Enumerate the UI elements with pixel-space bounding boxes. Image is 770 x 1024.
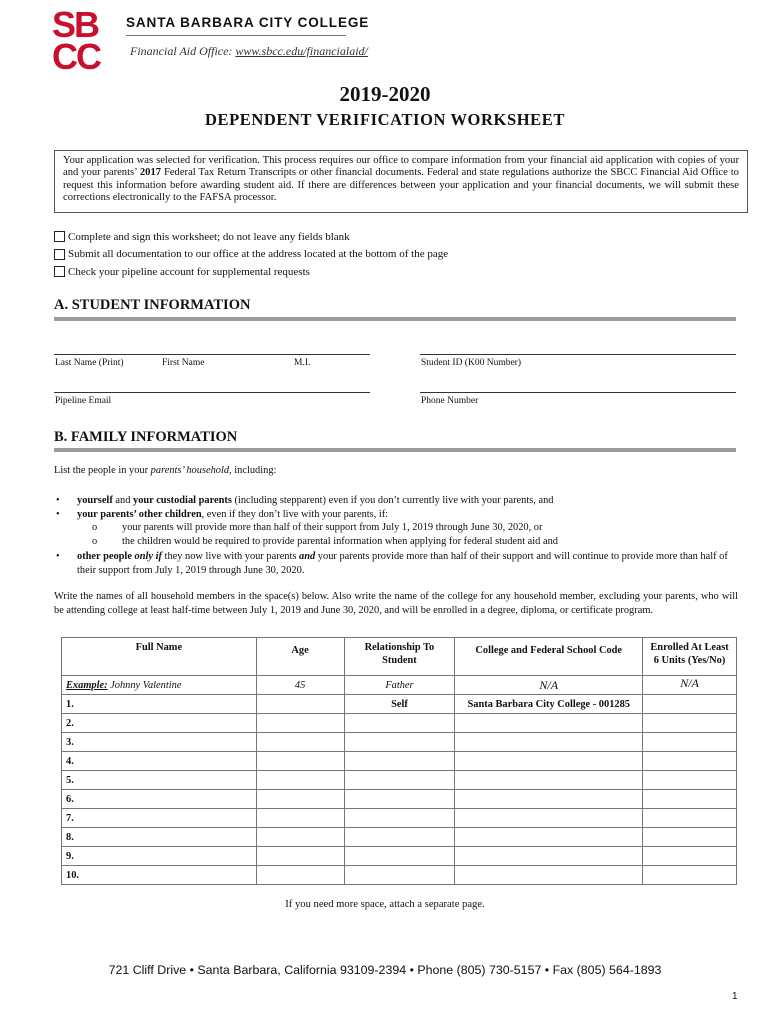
logo-line-2: CC [52,36,100,77]
example-relationship: Father [344,676,455,695]
bullet3-bold: other people [77,551,135,563]
age-cell[interactable] [256,752,344,771]
bullet-item [54,550,744,577]
relationship-cell[interactable] [344,847,455,866]
bullet1-bold2: your custodial parents [133,495,232,506]
bullet1-bold: yourself [77,495,113,506]
table-row [62,714,737,733]
bullet-marker: • [56,551,60,563]
household-bullets [54,494,744,578]
extra-space-note: If you need more space, attach a separate page. [285,899,485,910]
relationship-cell[interactable] [344,714,455,733]
example-label: Example: [66,679,108,691]
row-number: 9. [62,847,257,866]
sub-bullet-marker: o [92,522,98,534]
header-enrolled-l2: 6 Units (Yes/No) [653,655,726,666]
enrolled-cell[interactable] [643,733,737,752]
bullet1-mid: and [112,495,133,506]
table-row [62,771,737,790]
checklist-label: Submit all documentation to our office at the address located at the bottom of the page [68,248,449,261]
age-cell[interactable] [256,714,344,733]
header-full-name: Full Name [62,638,257,676]
household-intro [54,464,738,478]
intro-box [54,150,748,213]
sub-bullet-marker: o [92,535,98,547]
table-row [62,695,737,714]
relationship-cell[interactable] [344,771,455,790]
bullet1-rest: (including stepparent) even if you don’t currently live with your parents, and [231,495,554,506]
relationship-cell[interactable] [344,866,455,885]
award-year: 2019-2020 [339,82,431,106]
sub-bullet-item [54,535,744,549]
table-row [62,809,737,828]
table-row [62,847,737,866]
intro-text-1: Your application was selected for verification. This process requires our office to compare information from your financial aid application with copies of your and your parents’ [63,155,739,179]
header-relationship-l2: Student [382,655,417,666]
sbcc-logo [52,4,120,77]
intro-tax-year: 2017 [139,167,162,179]
age-cell[interactable] [256,847,344,866]
enrolled-cell[interactable] [643,828,737,847]
age-cell[interactable] [256,733,344,752]
bullet-marker: • [56,508,60,520]
checklist-label: Check your pipeline account for supplemental requests [68,265,310,278]
student-id-label: Student ID (K00 Number) [421,358,521,368]
table-row [62,733,737,752]
first-name-label: First Name [162,358,205,368]
example-age: 45 [256,676,344,695]
enrolled-cell[interactable] [643,771,737,790]
relationship-cell[interactable] [344,752,455,771]
enrolled-cell[interactable] [643,847,737,866]
row-number: 1. [62,695,257,714]
enrolled-cell[interactable] [643,695,737,714]
header-enrolled-l1: Enrolled At Least [650,642,729,653]
college-cell[interactable] [455,828,643,847]
age-cell[interactable] [256,809,344,828]
bullet3-rest: your parents provide more than half of their support and will continue to provide more than half of their support from July 1, 2019 through June 30, 2020. [77,551,728,576]
age-cell[interactable] [256,695,344,714]
table-row [62,752,737,771]
page-number: 1 [732,991,738,1002]
intro-text-2: Federal Tax Return Transcripts or other financial documents. Federal and state regulations authorize the SBCC Financial Aid Office to request this information before awarding student aid. If there are differences between your application and your financial documents, we will submit these corrections electronically to the FAFSA processor. [63,167,739,204]
college-cell[interactable] [455,847,643,866]
checklist-item [54,263,448,281]
checkbox[interactable] [54,249,65,260]
header-relationship-l1: Relationship To [364,642,435,653]
enrolled-cell[interactable] [643,790,737,809]
checklist-label: Complete and sign this worksheet; do not leave any fields blank [68,230,350,243]
section-b-heading: B. FAMILY INFORMATION [54,429,238,445]
enrolled-cell[interactable] [643,809,737,828]
example-row [62,676,737,695]
header-enrolled [643,638,737,676]
header-divider [126,35,346,36]
checkbox[interactable] [54,231,65,242]
college-name: SANTA BARBARA CITY COLLEGE [126,15,370,30]
header-age: Age [256,638,344,676]
age-cell[interactable] [256,771,344,790]
relationship-cell[interactable] [344,733,455,752]
name-field-line[interactable] [54,354,370,355]
phone-field-line[interactable] [420,392,736,393]
row-number: 10. [62,866,257,885]
enrolled-cell[interactable] [643,752,737,771]
email-field-line[interactable] [54,392,370,393]
example-enrolled: N/A [643,676,737,695]
example-name-value: Johnny Valentine [107,679,182,691]
college-cell[interactable] [455,790,643,809]
instruction-checklist [54,228,448,281]
row-number: 3. [62,733,257,752]
example-name [62,676,257,695]
sub-bullet-item [54,521,744,535]
header-college: College and Federal School Code [455,638,643,676]
bullet-marker: • [56,495,60,506]
college-cell[interactable] [455,809,643,828]
relationship-cell[interactable]: Self [344,695,455,714]
table-header-row [62,638,737,676]
college-cell[interactable] [455,866,643,885]
mi-label: M.I. [294,358,311,368]
office-url-link[interactable]: www.sbcc.edu/financialaid/ [235,44,368,58]
example-college: N/A [455,676,643,695]
bullet-item [54,508,744,522]
enrolled-cell[interactable] [643,866,737,885]
phone-label: Phone Number [421,396,479,406]
bullet3-and: and [299,551,316,563]
bullet2-rest: , even if they don’t live with your parents, if: [201,508,389,520]
table-row [62,866,737,885]
college-cell[interactable] [455,733,643,752]
household-instructions: Write the names of all household members in the space(s) below. Also write the name of the college for any household member, excluding your parents, who will be attending college at least half-time between July 1, 2019 and June 30, 2020, and will be enrolled in a degree, diploma, or certificate program. [54,591,738,616]
age-cell[interactable] [256,866,344,885]
bullet2-bold: your parents’ other children [77,508,202,520]
office-label: Financial Aid Office: [130,44,236,58]
logo-line-1: SB [52,4,99,45]
table-row [62,828,737,847]
relationship-cell[interactable] [344,790,455,809]
section-b-bar [54,448,736,452]
bullet3-only-if: only if [134,551,162,563]
bullet3-mid: they now live with your parents [161,551,300,563]
financial-aid-office [130,44,368,59]
checklist-item [54,228,448,246]
row-number: 7. [62,809,257,828]
relationship-cell[interactable] [344,809,455,828]
enrolled-cell[interactable] [643,714,737,733]
section-a-bar [54,317,736,321]
college-cell[interactable] [455,771,643,790]
row-number: 2. [62,714,257,733]
household-intro-end: , including: [229,465,277,476]
household-intro-text: List the people in your [54,465,151,476]
row-number: 8. [62,828,257,847]
section-a-heading: A. STUDENT INFORMATION [54,297,251,313]
checkbox[interactable] [54,266,65,277]
header-relationship [344,638,455,676]
row-number: 6. [62,790,257,809]
sub-bullet-1: your parents will provide more than half of their support from July 1, 2019 through June 30, 2020, or [122,522,543,534]
student-id-field-line[interactable] [420,354,736,355]
page-title: DEPENDENT VERIFICATION WORKSHEET [205,110,565,129]
household-table [61,637,737,885]
row-number: 5. [62,771,257,790]
bullet-item [54,494,744,508]
row-number: 4. [62,752,257,771]
age-cell[interactable] [256,828,344,847]
table-row [62,790,737,809]
age-cell[interactable] [256,790,344,809]
last-name-label: Last Name (Print) [55,358,124,368]
college-cell[interactable] [455,714,643,733]
college-cell[interactable] [455,752,643,771]
college-cell[interactable]: Santa Barbara City College - 001285 [455,695,643,714]
household-intro-italic: parents’ household [150,465,230,476]
checklist-item [54,246,448,264]
footer-address: 721 Cliff Drive • Santa Barbara, California 93109-2394 • Phone (805) 730-5157 • Fax (805) 564-1893 [108,963,662,977]
sub-bullet-2: the children would be required to provide parental information when applying for federal student aid and [122,535,558,547]
relationship-cell[interactable] [344,828,455,847]
pipeline-email-label: Pipeline Email [55,396,112,406]
